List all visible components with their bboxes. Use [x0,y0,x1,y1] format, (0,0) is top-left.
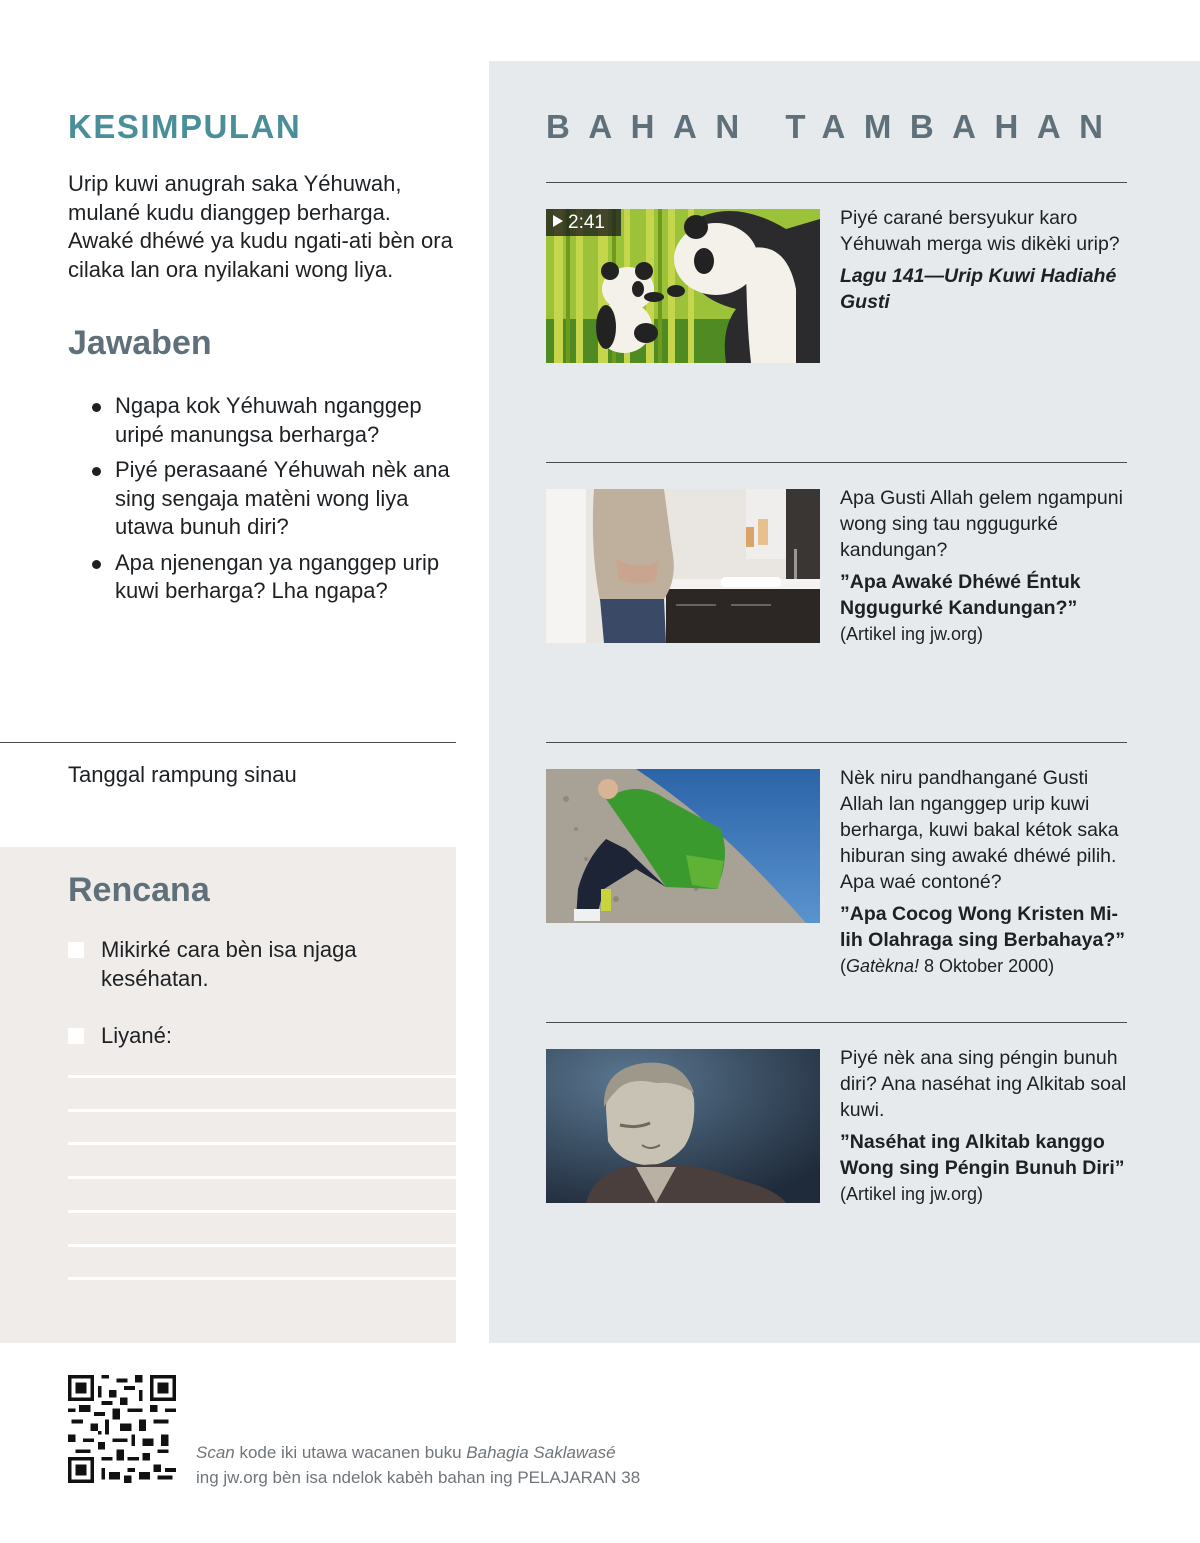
qr-code[interactable] [68,1375,176,1483]
write-in-line[interactable] [68,1244,456,1247]
resource-source: (Artikel ing jw.org) [840,624,984,644]
resource-title-link[interactable]: ”Apa Awaké Dhéwé Éntuk Nggugurké Kandungan?” [840,571,1081,619]
resource-title-link[interactable]: ”Apa Cocog Wong Kristen Mi-lih Olahraga sing Berbahaya?” [840,903,1125,951]
divider [546,182,1127,183]
answer-question-text: Ngapa kok Yéhuwah nganggep uripé manungsa berharga? [115,393,422,447]
resource-title-link[interactable]: Lagu 141—Urip Kuwi Hadiahé Gusti [840,265,1117,313]
source-magazine: Gatèkna! [846,956,920,976]
divider [546,1022,1127,1023]
plan-checkbox-item[interactable] [68,1022,448,1051]
answer-question [90,392,465,449]
write-in-line[interactable] [68,1210,456,1213]
pregnant-woman-image [546,489,820,643]
plan-panel [0,847,456,1343]
resource-question: Apa Gusti Allah gelem ngampuni wong sing tau nggugurké kandungan? [840,487,1123,561]
footer-line-2: ing jw.org bèn isa ndelok kabèh bahan ing PELAJARAN 38 [196,1468,641,1487]
answer-question-text: Apa njenengan ya nganggep urip kuwi berharga? Lha ngapa? [115,549,440,603]
resource-question: Piyé carané bersyukur karo Yéhuwah merga wis dikèki urip? [840,207,1120,255]
resource-source: (Artikel ing jw.org) [840,1184,984,1204]
checkbox[interactable] [68,1028,84,1044]
answer-question [90,549,465,606]
source-text: 8 Oktober 2000) [919,956,1055,976]
resource-text [840,1045,1132,1207]
video-duration-badge [546,209,621,236]
resource-image[interactable] [546,769,820,923]
write-in-line[interactable] [68,1142,456,1145]
checkbox[interactable] [68,942,84,958]
divider [0,742,456,743]
resource-image[interactable] [546,489,820,643]
plan-heading: Rencana [68,871,210,909]
write-in-line[interactable] [68,1176,456,1179]
resource-source [840,953,1132,979]
answer-question [90,456,465,542]
divider [546,742,1127,743]
plan-checkbox-item[interactable] [68,936,448,993]
write-in-line[interactable] [68,1109,456,1112]
write-in-line[interactable] [68,1277,456,1280]
answers-list [90,392,465,613]
footer-text: kode iki utawa wacanen buku [234,1443,467,1462]
plan-item-label: Mikirké cara bèn isa njaga keséhatan. [101,937,357,991]
qr-code-icon [68,1375,176,1483]
bullet-icon [92,560,101,569]
answers-heading: Jawaben [68,324,212,362]
resource-title-link[interactable]: ”Naséhat ing Alkitab kanggo Wong sing Péngin Bunuh Diri” [840,1131,1125,1179]
resource-text [840,765,1132,979]
footer-line-1 [196,1440,756,1465]
resource-image[interactable] [546,1049,820,1203]
divider [546,462,1127,463]
completion-date-label: Tanggal rampung sinau [68,762,297,787]
bullet-icon [92,467,101,476]
video-thumbnail[interactable] [546,209,820,363]
further-material-heading: BAHAN TAMBAHAN [546,108,1122,145]
summary-heading: KESIMPULAN [68,108,302,145]
sad-man-image [546,1049,820,1203]
answer-question-text: Piyé perasaané Yéhuwah nèk ana sing sengaja matèni wong liya utawa bunuh diri? [115,457,450,539]
bullet-icon [92,403,101,412]
rock-climber-image [546,769,820,923]
footer-book-title: Bahagia Saklawasé [466,1443,616,1462]
plan-item-label: Liyané: [101,1023,172,1048]
source-text: ( [840,956,846,976]
resource-text [840,485,1132,647]
write-in-line[interactable] [68,1075,456,1078]
footer-note [196,1440,756,1490]
footer-scan-word: Scan [196,1443,235,1462]
play-icon [553,215,563,227]
resource-question: Piyé nèk ana sing péngin bunuh diri? Ana naséhat ing Alkitab soal kuwi. [840,1047,1127,1121]
summary-text: Urip kuwi anugrah saka Yéhuwah, mulané kudu dianggep berharga. Awaké dhéwé ya kudu ngati-ati bèn ora cilaka lan ora nyilakani wong liya. [68,171,453,282]
video-duration: 2:41 [568,212,605,233]
resource-text [840,205,1132,315]
resource-question: Nèk niru pandhangané Gusti Allah lan nganggep urip kuwi berharga, kuwi bakal kétok saka hiburan sing awaké dhéwé pilih. Apa waé contoné? [840,767,1119,893]
